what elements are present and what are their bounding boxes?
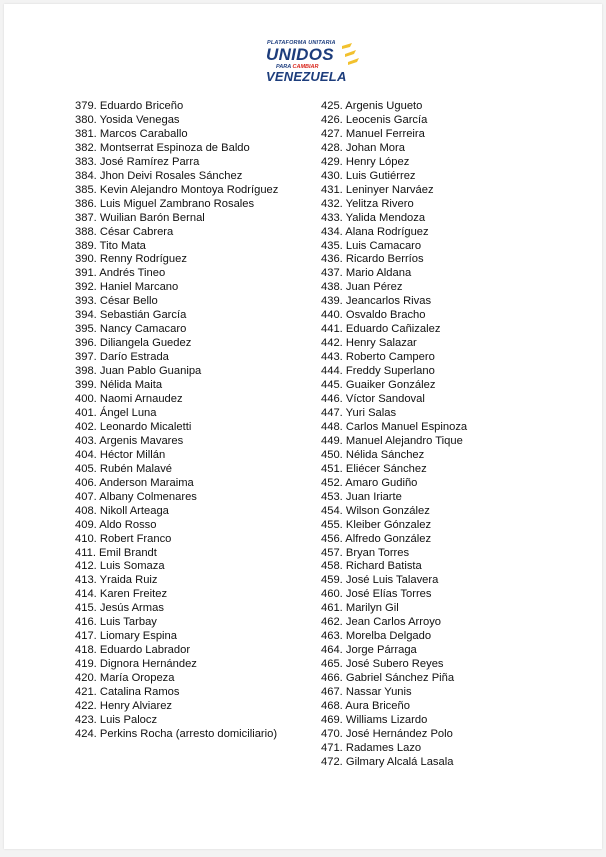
list-item: 444. Freddy Superlano [321, 365, 435, 378]
list-item: 417. Liomary Espina [75, 630, 177, 643]
list-item: 423. Luis Palocz [75, 713, 158, 726]
list-item: 449. Manuel Alejandro Tique [321, 434, 463, 447]
left-name-column [75, 100, 305, 742]
list-item: 437. Mario Aldana [321, 267, 412, 280]
list-item: 463. Morelba Delgado [321, 630, 432, 643]
list-item: 404. Héctor Millán [75, 448, 166, 461]
list-item: 433. Yalida Mendoza [321, 211, 426, 224]
document-page [4, 4, 602, 849]
logo-subtitle: PARA CAMBIAR [276, 64, 319, 70]
list-item: 399. Nélida Maita [75, 379, 163, 392]
list-item: 395. Nancy Camacaro [75, 323, 187, 336]
list-item: 397. Darío Estrada [75, 351, 169, 364]
list-item: 434. Alana Rodríguez [321, 225, 429, 238]
list-item: 413. Yraida Ruiz [75, 574, 158, 587]
list-item: 428. Johan Mora [321, 141, 405, 154]
list-item: 421. Catalina Ramos [75, 686, 180, 699]
list-item: 411. Emil Brandt [75, 546, 157, 559]
list-item: 426. Leocenis García [321, 113, 428, 126]
list-item: 466. Gabriel Sánchez Piña [321, 672, 455, 685]
list-item: 435. Luis Camacaro [321, 239, 422, 252]
list-item: 386. Luis Miguel Zambrano Rosales [75, 197, 255, 210]
list-item: 418. Eduardo Labrador [75, 644, 191, 657]
list-item: 450. Nélida Sánchez [321, 448, 425, 461]
list-item: 382. Montserrat Espinoza de Baldo [75, 141, 250, 154]
list-item: 425. Argenis Ugueto [321, 100, 423, 112]
list-item: 447. Yuri Salas [321, 406, 397, 419]
list-item: 414. Karen Freitez [75, 588, 168, 601]
list-item: 403. Argenis Mavares [75, 434, 184, 447]
list-item: 393. César Bello [75, 295, 158, 308]
list-item: 458. Richard Batista [321, 560, 422, 573]
list-item: 436. Ricardo Berríos [321, 253, 424, 266]
list-item: 410. Robert Franco [75, 532, 172, 545]
list-item: 431. Leninyer Narváez [321, 183, 434, 196]
logo-country-text: VENEZUELA [266, 69, 347, 84]
list-item: 415. Jesús Armas [75, 602, 164, 615]
list-item: 461. Marilyn Gil [321, 602, 399, 615]
list-item: 401. Ángel Luna [75, 406, 157, 419]
list-item: 422. Henry Alviarez [75, 699, 173, 712]
list-item: 427. Manuel Ferreira [321, 127, 425, 140]
list-item: 442. Henry Salazar [321, 337, 417, 350]
list-item: 409. Aldo Rosso [75, 518, 157, 531]
list-item: 424. Perkins Rocha (arresto domiciliario) [75, 727, 278, 740]
right-name-column [321, 100, 561, 770]
list-item: 439. Jeancarlos Rivas [321, 295, 432, 308]
list-item: 472. Gilmary Alcalá Lasala [321, 755, 454, 768]
list-item: 455. Kleiber Gónzalez [321, 518, 432, 531]
list-item: 384. Jhon Deivi Rosales Sánchez [75, 169, 243, 182]
list-item: 392. Haniel Marcano [75, 281, 179, 294]
list-item: 394. Sebastián García [75, 309, 187, 322]
list-item: 407. Albany Colmenares [75, 490, 197, 503]
list-item: 387. Wuilian Barón Bernal [75, 211, 205, 224]
list-item: 453. Juan Iriarte [321, 490, 402, 503]
list-item: 462. Jean Carlos Arroyo [321, 616, 442, 629]
list-item: 443. Roberto Campero [321, 351, 435, 364]
list-item: 469. Williams Lizardo [321, 713, 428, 726]
list-item: 441. Eduardo Cañizalez [321, 323, 441, 336]
list-item: 445. Guaiker González [321, 379, 436, 392]
list-item: 379. Eduardo Briceño [75, 100, 184, 112]
list-item: 389. Tito Mata [75, 239, 146, 252]
logo-arrows-icon [338, 42, 360, 76]
list-item: 456. Alfredo González [321, 532, 432, 545]
list-item: 448. Carlos Manuel Espinoza [321, 420, 468, 433]
list-item: 388. César Cabrera [75, 225, 174, 238]
logo-main-text: UNIDOS [266, 45, 334, 64]
list-item: 468. Aura Briceño [321, 699, 410, 712]
list-item: 380. Yosida Venegas [75, 113, 180, 126]
list-item: 452. Amaro Gudiño [321, 476, 418, 489]
list-item: 430. Luis Gutiérrez [321, 169, 416, 182]
list-item: 438. Juan Pérez [321, 281, 403, 294]
list-item: 429. Henry López [321, 155, 410, 168]
list-item: 454. Wilson González [321, 504, 430, 517]
list-item: 416. Luis Tarbay [75, 616, 157, 629]
list-item: 400. Naomi Arnaudez [75, 393, 183, 406]
list-item: 432. Yelitza Rivero [321, 197, 414, 210]
list-item: 406. Anderson Maraima [75, 476, 194, 489]
unidos-logo [262, 40, 362, 88]
list-item: 467. Nassar Yunis [321, 686, 412, 699]
list-item: 398. Juan Pablo Guanipa [75, 365, 202, 378]
list-item: 419. Dignora Hernández [75, 658, 197, 671]
list-item: 412. Luis Somaza [75, 560, 165, 573]
list-item: 408. Nikoll Arteaga [75, 504, 169, 517]
list-item: 440. Osvaldo Bracho [321, 309, 426, 322]
list-item: 383. José Ramírez Parra [75, 155, 200, 168]
list-item: 396. Diliangela Guedez [75, 337, 192, 350]
list-item: 390. Renny Rodríguez [75, 253, 187, 266]
list-item: 465. José Subero Reyes [321, 658, 444, 671]
list-item: 471. Radames Lazo [321, 741, 422, 754]
list-item: 446. Víctor Sandoval [321, 393, 425, 406]
list-item: 457. Bryan Torres [321, 546, 410, 559]
list-item: 381. Marcos Caraballo [75, 127, 188, 140]
list-item: 391. Andrés Tineo [75, 267, 166, 280]
list-item: 451. Eliécer Sánchez [321, 462, 427, 475]
list-item: 464. Jorge Párraga [321, 644, 417, 657]
list-item: 460. José Elías Torres [321, 588, 432, 601]
list-item: 459. José Luis Talavera [321, 574, 439, 587]
list-item: 405. Rubén Malavé [75, 462, 173, 475]
list-item: 385. Kevin Alejandro Montoya Rodríguez [75, 183, 279, 196]
logo-top-text: PLATAFORMA UNITARIA [267, 40, 336, 46]
list-item: 420. María Oropeza [75, 672, 175, 685]
list-item: 470. José Hernández Polo [321, 727, 453, 740]
list-item: 402. Leonardo Micaletti [75, 420, 192, 433]
